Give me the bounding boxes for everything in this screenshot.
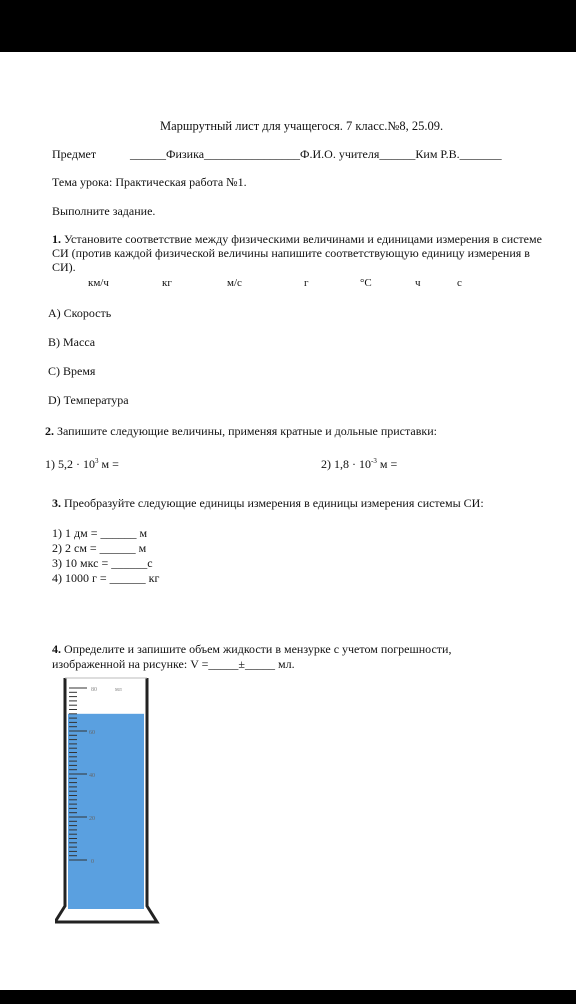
scale-label-80: 80 xyxy=(91,687,97,693)
task4-number: 4. xyxy=(52,642,61,656)
task4-statement-2: изображенной на рисунке: V =_____±_____ мл. xyxy=(52,657,295,671)
task3-row: 4) 1000 г = ______ кг xyxy=(52,571,160,585)
scale-label-60: 60 xyxy=(89,730,95,736)
instruction-text: Выполните задание. xyxy=(52,204,156,218)
task3-row: 3) 10 мкс = ______с xyxy=(52,556,153,570)
unit-second: с xyxy=(457,277,462,289)
water-fill xyxy=(68,714,144,909)
task1-item: В) Масса xyxy=(48,335,96,349)
task3-row: 1) 1 дм = ______ м xyxy=(52,526,148,540)
worksheet-page xyxy=(0,52,576,990)
unit-celsius: °С xyxy=(360,277,372,289)
page-title: Маршрутный лист для учащегося. 7 класс.№8, 25.09. xyxy=(160,119,444,133)
unit-label-ml: мл xyxy=(115,687,122,693)
task3-number: 3. xyxy=(52,496,61,510)
task1-number: 1. xyxy=(52,232,61,246)
task3-row: 2) 2 см = ______ м xyxy=(52,541,147,555)
task1-statement: Установите соответствие между физическими величинами и единицами измерения в системе СИ (против каждой физической величины напишите соответствующую единицу измерения в СИ). xyxy=(52,232,542,274)
task1-text xyxy=(52,232,552,274)
unit-g: г xyxy=(304,277,309,289)
subject-line: ______Физика________________Ф.И.О. учителя______Ким Р.В._______ xyxy=(130,147,502,161)
task1-item: А) Скорость xyxy=(48,306,112,320)
unit-kg: кг xyxy=(162,277,172,289)
task1-item: С) Время xyxy=(48,364,96,378)
task3-text xyxy=(52,496,484,510)
scale-label-20: 20 xyxy=(89,816,95,822)
measuring-cylinder xyxy=(55,676,165,926)
task2-text xyxy=(45,424,437,438)
unit-kmh: км/ч xyxy=(88,277,109,289)
task2-item-b: 2) $1,8 \cdot 10^{-3}$ м = xyxy=(321,457,398,471)
subject-label: Предмет xyxy=(52,147,97,161)
task1-item: D) Температура xyxy=(48,393,129,407)
unit-ms: м/с xyxy=(227,277,242,289)
task2-item-a: 1) $5,2 \cdot 10^3$ м = xyxy=(45,457,119,471)
scale-label-0: 0 xyxy=(91,859,94,865)
task2-number: 2. xyxy=(45,424,54,438)
scale-label-40: 40 xyxy=(89,773,95,779)
task4-text xyxy=(52,642,451,656)
lesson-topic: Тема урока: Практическая работа №1. xyxy=(52,175,247,189)
task3-statement: Преобразуйте следующие единицы измерения в единицы измерения системы СИ: xyxy=(61,496,484,510)
task4-statement-1: Определите и запишите объем жидкости в мензурке с учетом погрешности, xyxy=(61,642,452,656)
task2-statement: Запишите следующие величины, применяя кратные и дольные приставки: xyxy=(54,424,437,438)
unit-hour: ч xyxy=(415,277,421,289)
